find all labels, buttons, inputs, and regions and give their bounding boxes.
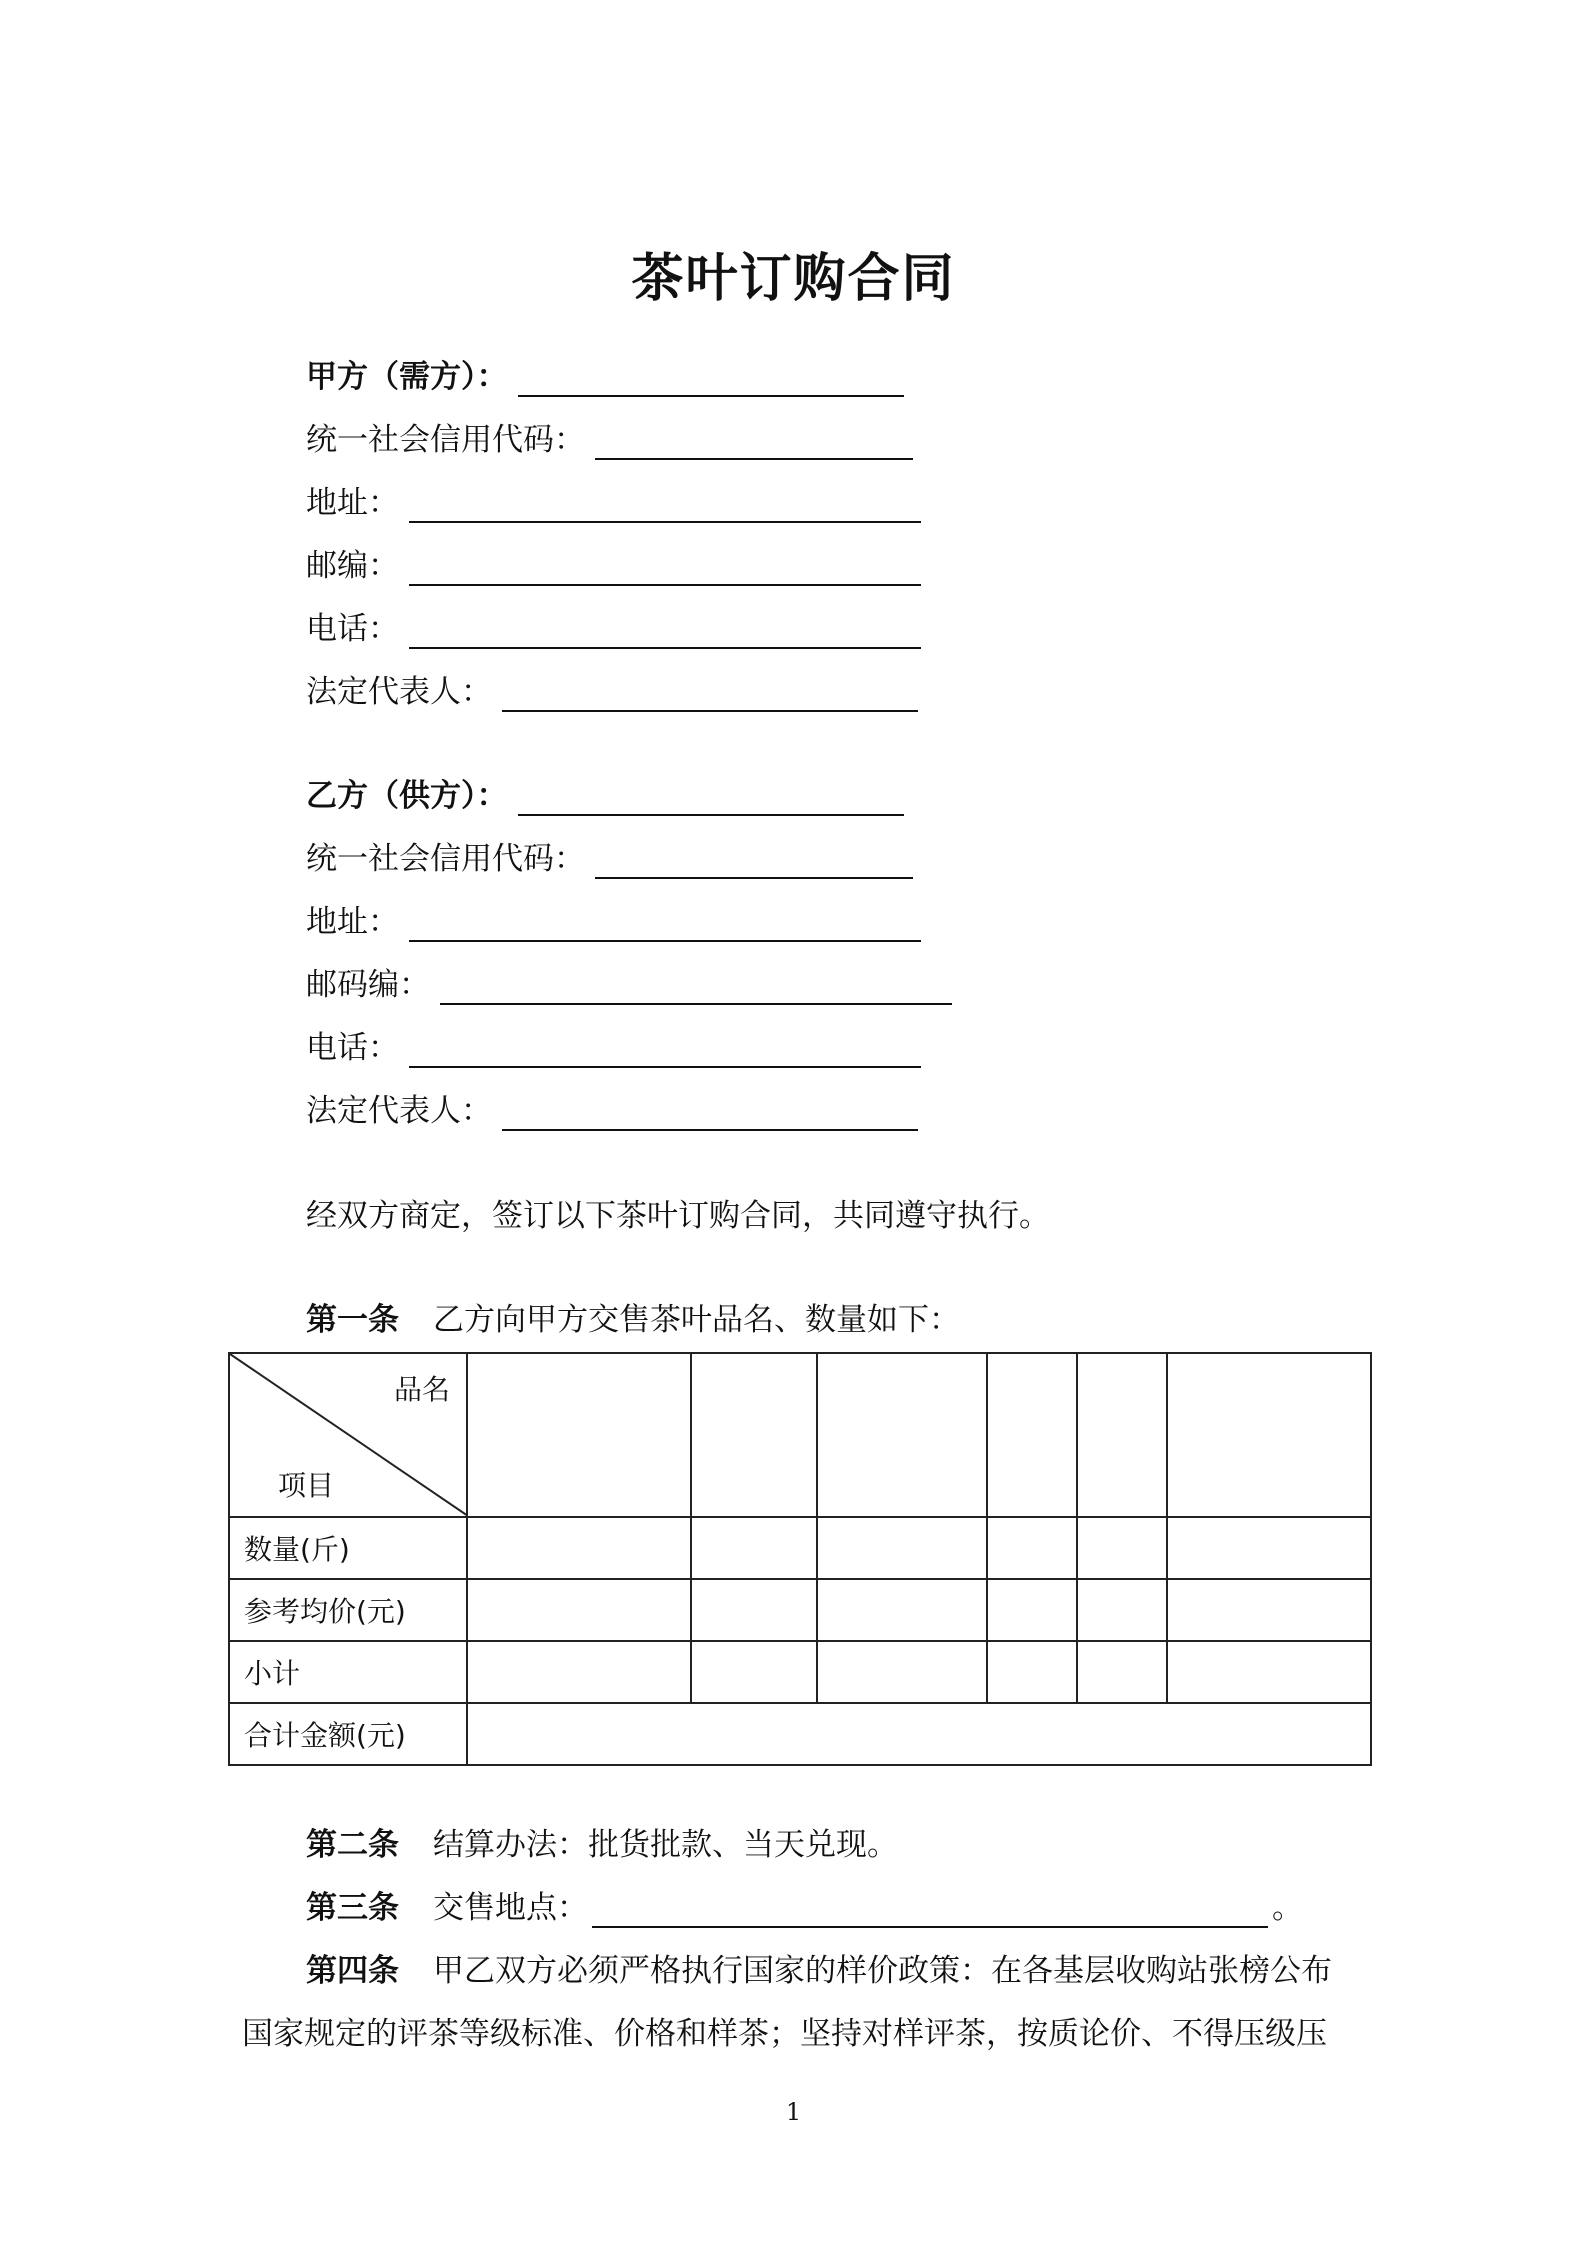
party-b-address-label: 地址： <box>306 904 399 940</box>
article-2-number: 第二条 <box>306 1827 399 1863</box>
article-3-number: 第三条 <box>306 1890 399 1926</box>
table-row <box>229 1641 1371 1703</box>
party-b-credit-code-label: 统一社会信用代码： <box>306 841 585 877</box>
table-cell[interactable] <box>1077 1579 1167 1641</box>
article-3-end: 。 <box>1272 1890 1303 1926</box>
table-cell[interactable] <box>817 1641 987 1703</box>
party-a-credit-code-field[interactable] <box>595 424 913 460</box>
party-a-phone-field[interactable] <box>409 613 921 649</box>
article-4-text-1: 甲乙双方必须严格执行国家的样价政策：在各基层收购站张榜公布 <box>433 1953 1332 1989</box>
table-cell[interactable] <box>1167 1641 1371 1703</box>
article-3-text: 交售地点： <box>433 1890 588 1926</box>
article-3 <box>306 1888 1303 1928</box>
table-cell[interactable] <box>987 1517 1077 1579</box>
party-a-phone-label: 电话： <box>306 611 399 647</box>
table-cell[interactable] <box>987 1641 1077 1703</box>
party-b-legal-rep-field[interactable] <box>502 1095 918 1131</box>
table-row <box>229 1703 1371 1765</box>
table-cell[interactable] <box>691 1517 817 1579</box>
table-cell[interactable] <box>817 1579 987 1641</box>
party-b-postcode-line <box>306 965 952 1005</box>
article-2-text: 结算办法：批货批款、当天兑现。 <box>433 1827 898 1863</box>
document-title: 茶叶订购合同 <box>631 248 956 309</box>
table-cell[interactable] <box>691 1353 817 1517</box>
table-cell[interactable] <box>467 1579 691 1641</box>
table-cell[interactable] <box>817 1517 987 1579</box>
party-b-legal-rep-label: 法定代表人： <box>306 1093 492 1129</box>
tea-order-table <box>228 1352 1372 1766</box>
party-a-address-field[interactable] <box>409 487 921 523</box>
table-cell[interactable] <box>1167 1517 1371 1579</box>
party-b-heading-line <box>306 776 904 816</box>
party-b-credit-code-field[interactable] <box>595 843 913 879</box>
party-a-postcode-field[interactable] <box>409 550 921 586</box>
article-1 <box>306 1300 960 1340</box>
party-b-postcode-label: 邮码编： <box>306 967 430 1003</box>
party-a-address-line <box>306 483 921 523</box>
party-a-postcode-label: 邮编： <box>306 548 399 584</box>
table-cell[interactable] <box>691 1641 817 1703</box>
party-b-address-field[interactable] <box>409 906 921 942</box>
article-4-number: 第四条 <box>306 1953 399 1989</box>
table-cell[interactable] <box>1167 1579 1371 1641</box>
table-header-row <box>229 1353 1371 1517</box>
table-cell[interactable] <box>1167 1353 1371 1517</box>
party-b-address-line <box>306 902 921 942</box>
party-a-heading-line <box>306 357 904 397</box>
table-header-product: 品名 <box>393 1373 450 1406</box>
article-2 <box>306 1825 898 1865</box>
table-cell[interactable] <box>987 1579 1077 1641</box>
delivery-location-field[interactable] <box>592 1892 1268 1928</box>
party-a-credit-code-label: 统一社会信用代码： <box>306 422 585 458</box>
party-b-phone-label: 电话： <box>306 1030 399 1066</box>
article-4-line-2: 国家规定的评茶等级标准、价格和样茶；坚持对样评茶，按质论价、不得压级压 <box>242 2016 1327 2052</box>
table-cell[interactable] <box>691 1579 817 1641</box>
article-4-line-1 <box>306 1951 1332 1991</box>
table-row-label: 合计金额(元) <box>229 1703 467 1765</box>
table-row <box>229 1517 1371 1579</box>
table-cell[interactable] <box>467 1517 691 1579</box>
table-cell[interactable] <box>817 1353 987 1517</box>
party-a-legal-rep-label: 法定代表人： <box>306 674 492 710</box>
article-1-text: 乙方向甲方交售茶叶品名、数量如下： <box>433 1302 960 1338</box>
party-b-phone-field[interactable] <box>409 1032 921 1068</box>
intro-paragraph: 经双方商定，签订以下茶叶订购合同，共同遵守执行。 <box>306 1198 1050 1234</box>
party-a-heading: 甲方（需方）： <box>306 359 508 395</box>
table-header-item: 项目 <box>278 1469 335 1502</box>
article-1-number: 第一条 <box>306 1302 399 1338</box>
party-a-postcode-line <box>306 546 921 586</box>
table-cell[interactable] <box>467 1641 691 1703</box>
table-row-label: 数量(斤) <box>229 1517 467 1579</box>
table-row <box>229 1579 1371 1641</box>
total-amount-cell[interactable] <box>467 1703 1371 1765</box>
table-row-label: 参考均价(元) <box>229 1579 467 1641</box>
table-cell[interactable] <box>987 1353 1077 1517</box>
party-b-legal-rep-line <box>306 1091 918 1131</box>
table-cell[interactable] <box>467 1353 691 1517</box>
party-a-address-label: 地址： <box>306 485 399 521</box>
party-b-credit-code-line <box>306 839 913 879</box>
party-b-heading: 乙方（供方）： <box>306 778 508 814</box>
party-a-legal-rep-line <box>306 672 918 712</box>
table-cell[interactable] <box>1077 1517 1167 1579</box>
party-b-name-field[interactable] <box>518 780 904 816</box>
table-row-label: 小计 <box>229 1641 467 1703</box>
party-b-phone-line <box>306 1028 921 1068</box>
party-a-legal-rep-field[interactable] <box>502 676 918 712</box>
party-a-credit-code-line <box>306 420 913 460</box>
party-a-phone-line <box>306 609 921 649</box>
table-cell[interactable] <box>1077 1353 1167 1517</box>
party-a-name-field[interactable] <box>518 361 904 397</box>
party-b-postcode-field[interactable] <box>440 969 952 1005</box>
table-diagonal-header-cell <box>229 1353 467 1517</box>
page-number: 1 <box>785 2098 802 2126</box>
table-cell[interactable] <box>1077 1641 1167 1703</box>
